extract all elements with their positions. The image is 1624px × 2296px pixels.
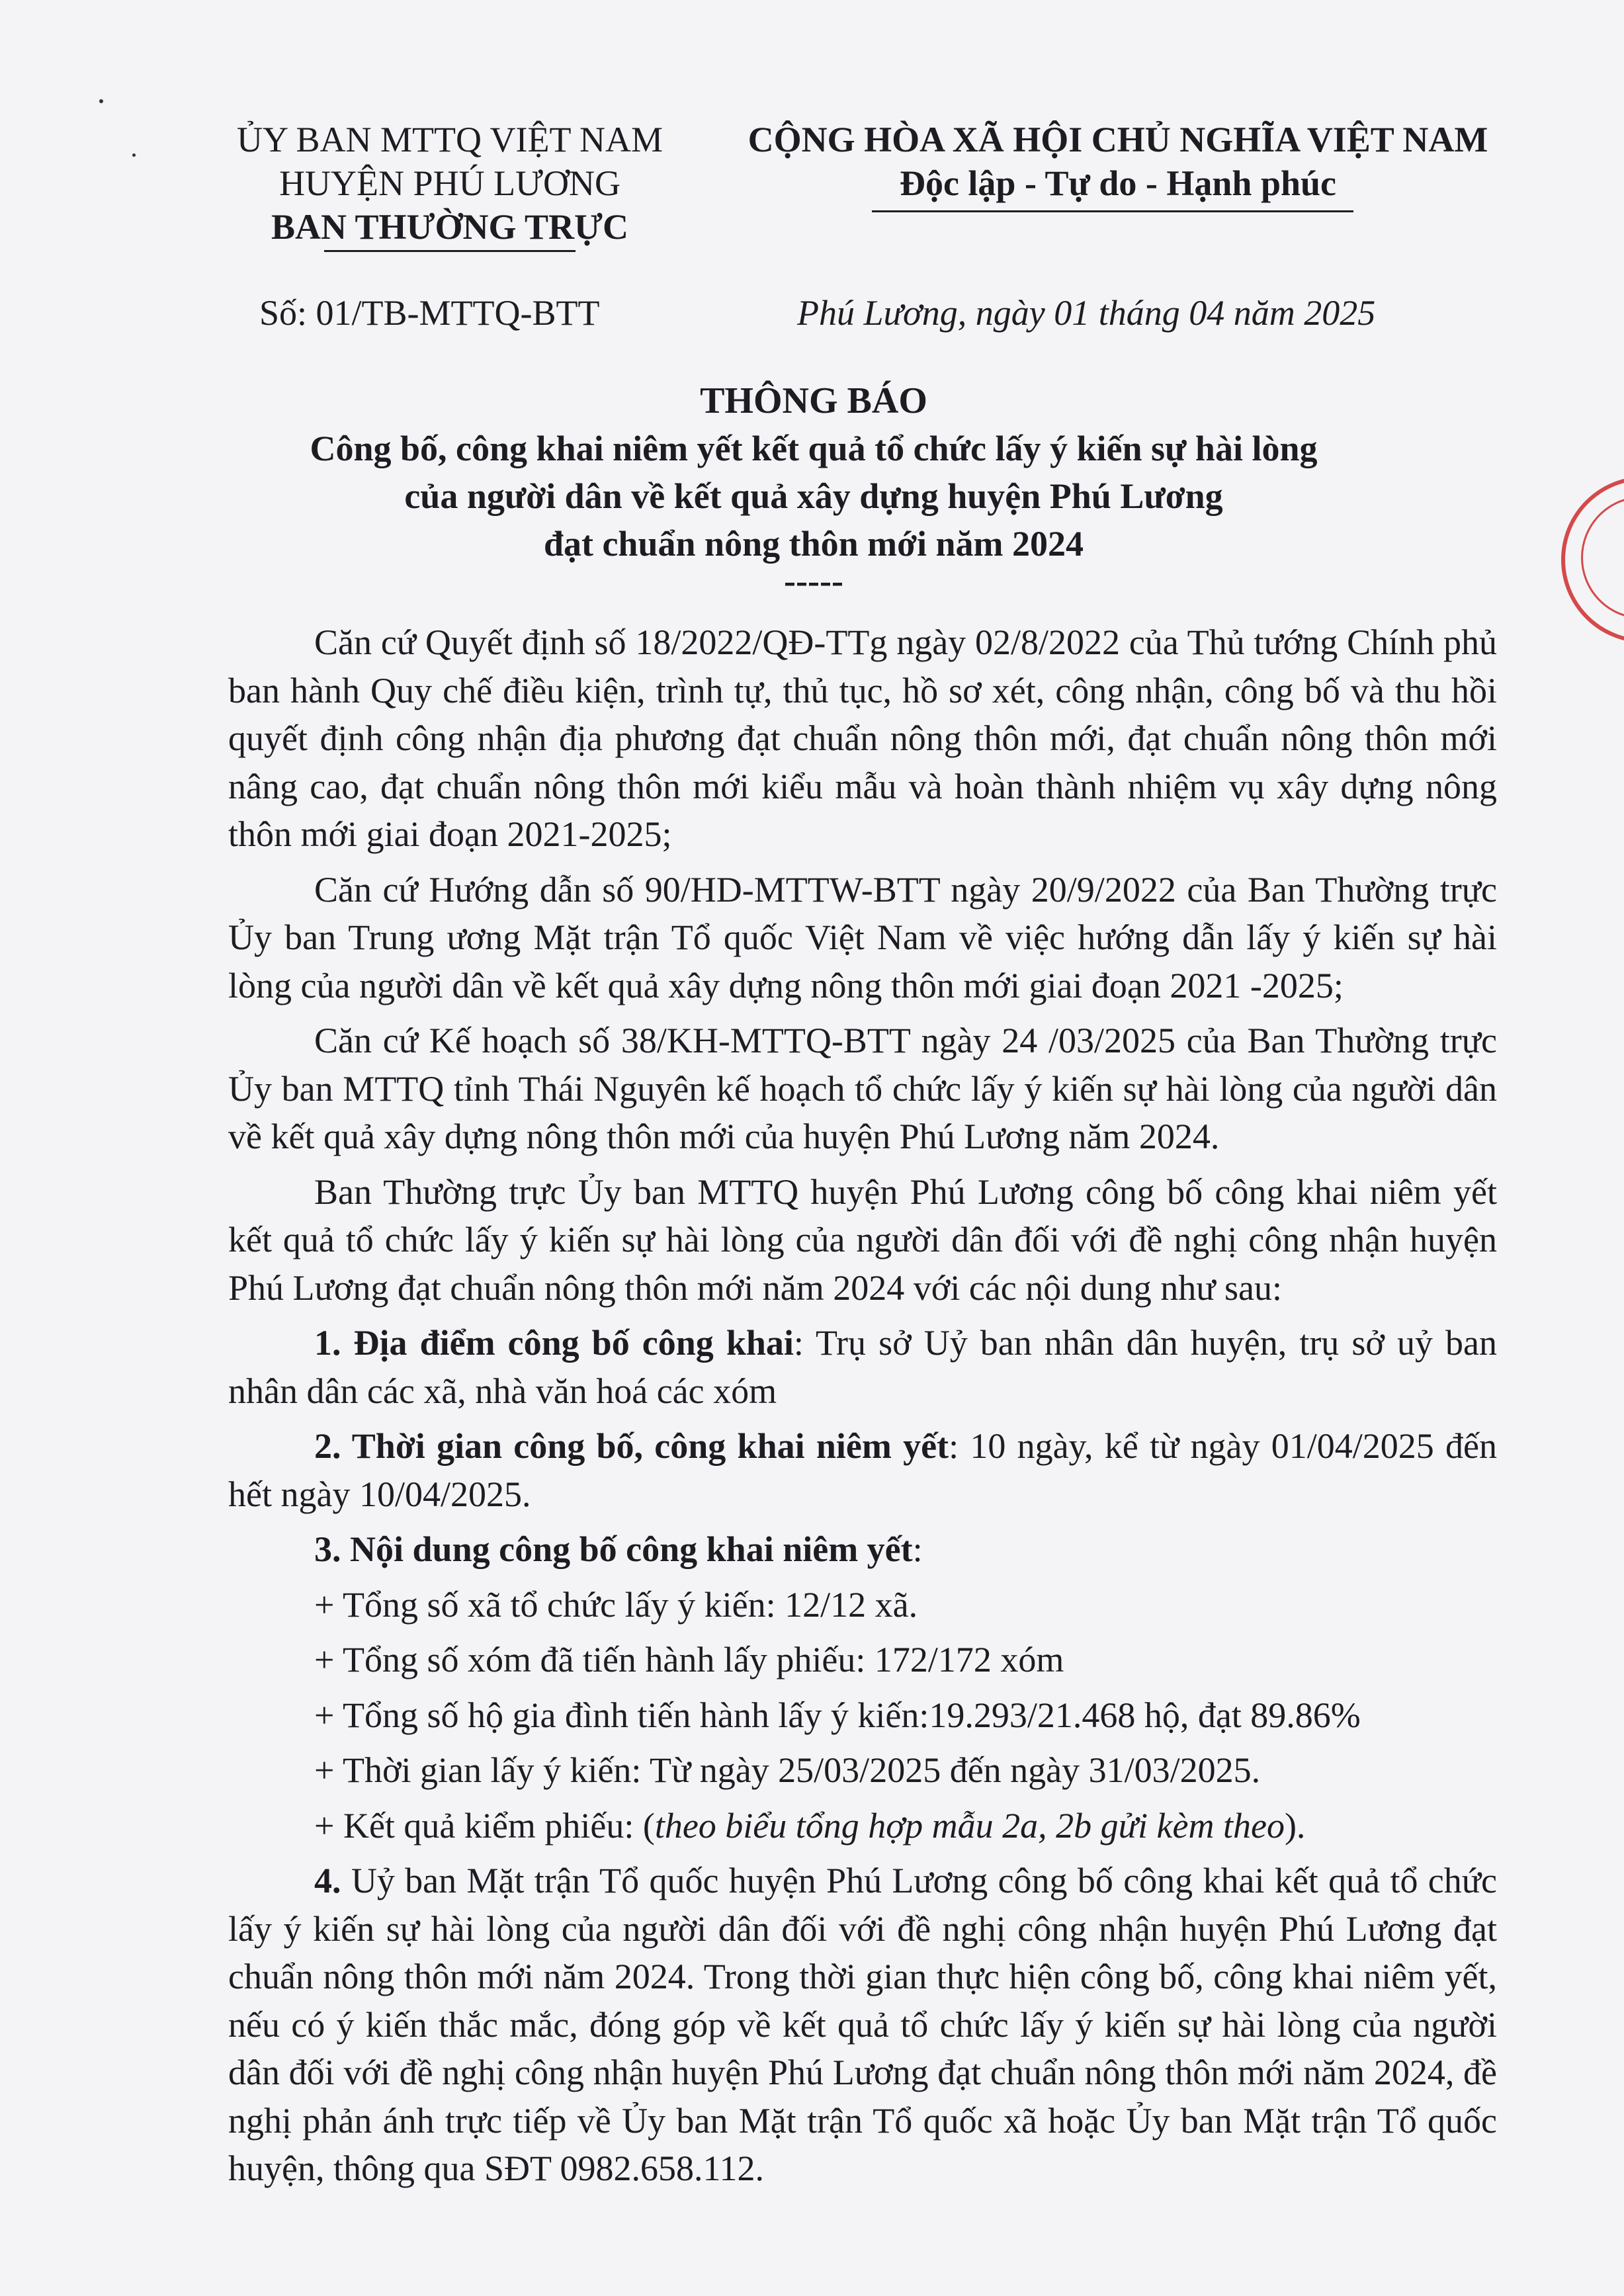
date-line: Phú Lương, ngày 01 tháng 04 năm 2025 [797, 293, 1376, 333]
paragraph-basis-3: Căn cứ Kế hoạch số 38/KH-MTTQ-BTT ngày 24 /03/2025 của Ban Thường trực Ủy ban MTTQ tỉnh Thái Nguyên kế hoạch tổ chức lấy ý kiến sự hài lòng của người dân về kết quả xây dựng nông thôn mới của huyện Phú Lương năm 2024. [228, 1021, 1497, 1156]
national-motto [721, 118, 1515, 205]
bullet-results [228, 1802, 1497, 1850]
paragraph-basis-2: Căn cứ Hướng dẫn số 90/HD-MTTW-BTT ngày 20/9/2022 của Ban Thường trực Ủy ban Trung ương Mặt trận Tổ quốc Việt Nam về việc hướng dẫn lấy ý kiến sự hài lòng của người dân về kết quả xây dựng nông thôn mới giai đoạn 2021 -2025; [228, 869, 1497, 1005]
section-1-text: : Trụ sở Uỷ ban nhân dân huyện, trụ sở uỷ ban nhân dân các xã, nhà văn hoá các xóm [228, 1323, 1497, 1411]
red-seal [1561, 476, 1624, 643]
bullet-households: + Tổng số hộ gia đình tiến hành lấy ý kiến:19.293/21.468 hộ, đạt 89.86% [314, 1695, 1361, 1735]
section-4-text: Uỷ ban Mặt trận Tổ quốc huyện Phú Lương công bố công khai kết quả tổ chức lấy ý kiến sự hài lòng của người dân đối với đề nghị công nhận huyện Phú Lương đạt chuẩn nông thôn mới năm 2024. Trong thời gian thực hiện công bố, công khai niêm yết, nếu có ý kiến thắc mắc, đóng góp về kết quả tổ chức lấy ý kiến sự hài lòng của người dân đối với đề nghị công nhận huyện Phú Lương đạt chuẩn nông thôn mới năm 2024, đề nghị phản ánh trực tiếp về Ủy ban Mặt trận Tổ quốc xã hoặc Ủy ban Mặt trận Tổ quốc huyện, thông qua SĐT 0982.658.112. [228, 1861, 1497, 2188]
section-2-label: 2. Thời gian công bố, công khai niêm yết [314, 1426, 949, 1466]
section-4 [228, 1857, 1497, 2193]
section-4-label: 4. [314, 1861, 341, 1900]
org-line-3: BAN THƯỜNG TRỰC [271, 207, 629, 247]
red-seal-inner-ring [1581, 496, 1624, 619]
nation-line-1: CỘNG HÒA XÃ HỘI CHỦ NGHĨA VIỆT NAM [748, 120, 1488, 159]
org-line-1: ỦY BAN MTTQ VIỆT NAM [237, 120, 663, 159]
nation-line-2: Độc lập - Tự do - Hạnh phúc [899, 163, 1337, 203]
bullet-results-pre: + Kết quả kiểm phiếu: ( [314, 1805, 655, 1846]
scan-speck [132, 153, 136, 157]
section-3-colon: : [912, 1529, 923, 1569]
section-3-label: 3. Nội dung công bố công khai niêm yết [314, 1529, 913, 1569]
bullet-hamlets: + Tổng số xóm đã tiến hành lấy phiếu: 172/172 xóm [314, 1640, 1064, 1679]
document-title [198, 377, 1429, 601]
paragraph-basis-1: Căn cứ Quyết định số 18/2022/QĐ-TTg ngày 02/8/2022 của Thủ tướng Chính phủ ban hành Quy chế điều kiện, trình tự, thủ tục, hồ sơ xét, công nhận, công bố và thu hồi quyết định công nhận địa phương đạt chuẩn nông thôn mới, đạt chuẩn nông thôn mới nâng cao, đạt chuẩn nông thôn mới kiểu mẫu và hoàn thành nhiệm vụ xây dựng nông thôn mới giai đoạn 2021-2025; [228, 622, 1497, 854]
title-main: THÔNG BÁO [700, 380, 927, 421]
title-sub-2: của người dân về kết quả xây dựng huyện Phú Lương [404, 476, 1223, 516]
title-sub-1: Công bố, công khai niêm yết kết quả tổ chức lấy ý kiến sự hài lòng [310, 429, 1318, 468]
bullet-period: + Thời gian lấy ý kiến: Từ ngày 25/03/2025 đến ngày 31/03/2025. [314, 1750, 1261, 1790]
motto-underline [872, 210, 1353, 212]
bullet-communes: + Tổng số xã tổ chức lấy ý kiến: 12/12 xã. [314, 1584, 918, 1625]
issuing-organization [198, 118, 701, 249]
section-2 [228, 1422, 1497, 1518]
title-divider: ----- [784, 561, 843, 601]
bullet-results-italic: theo biểu tổng hợp mẫu 2a, 2b gửi kèm theo [654, 1805, 1285, 1846]
section-1-label: 1. Địa điểm công bố công khai [314, 1323, 794, 1363]
org-line-2: HUYỆN PHÚ LƯƠNG [279, 163, 620, 203]
scan-speck [99, 99, 103, 103]
document-body [228, 618, 1497, 2200]
org-underline [324, 250, 576, 252]
section-3 [228, 1525, 1497, 1574]
paragraph-intro: Ban Thường trực Ủy ban MTTQ huyện Phú Lương công bố công khai niêm yết kết quả tổ chức lấy ý kiến sự hài lòng của người dân đối với đề nghị công nhận huyện Phú Lương đạt chuẩn nông thôn mới năm 2024 với các nội dung như sau: [228, 1171, 1497, 1308]
title-sub-3: đạt chuẩn nông thôn mới năm 2024 [543, 524, 1084, 564]
section-1 [228, 1319, 1497, 1415]
section-2-text: : 10 ngày, kể từ ngày 01/04/2025 đến hết ngày 10/04/2025. [228, 1426, 1497, 1514]
bullet-results-post: ). [1284, 1805, 1306, 1846]
document-number: Số: 01/TB-MTTQ-BTT [259, 293, 600, 333]
